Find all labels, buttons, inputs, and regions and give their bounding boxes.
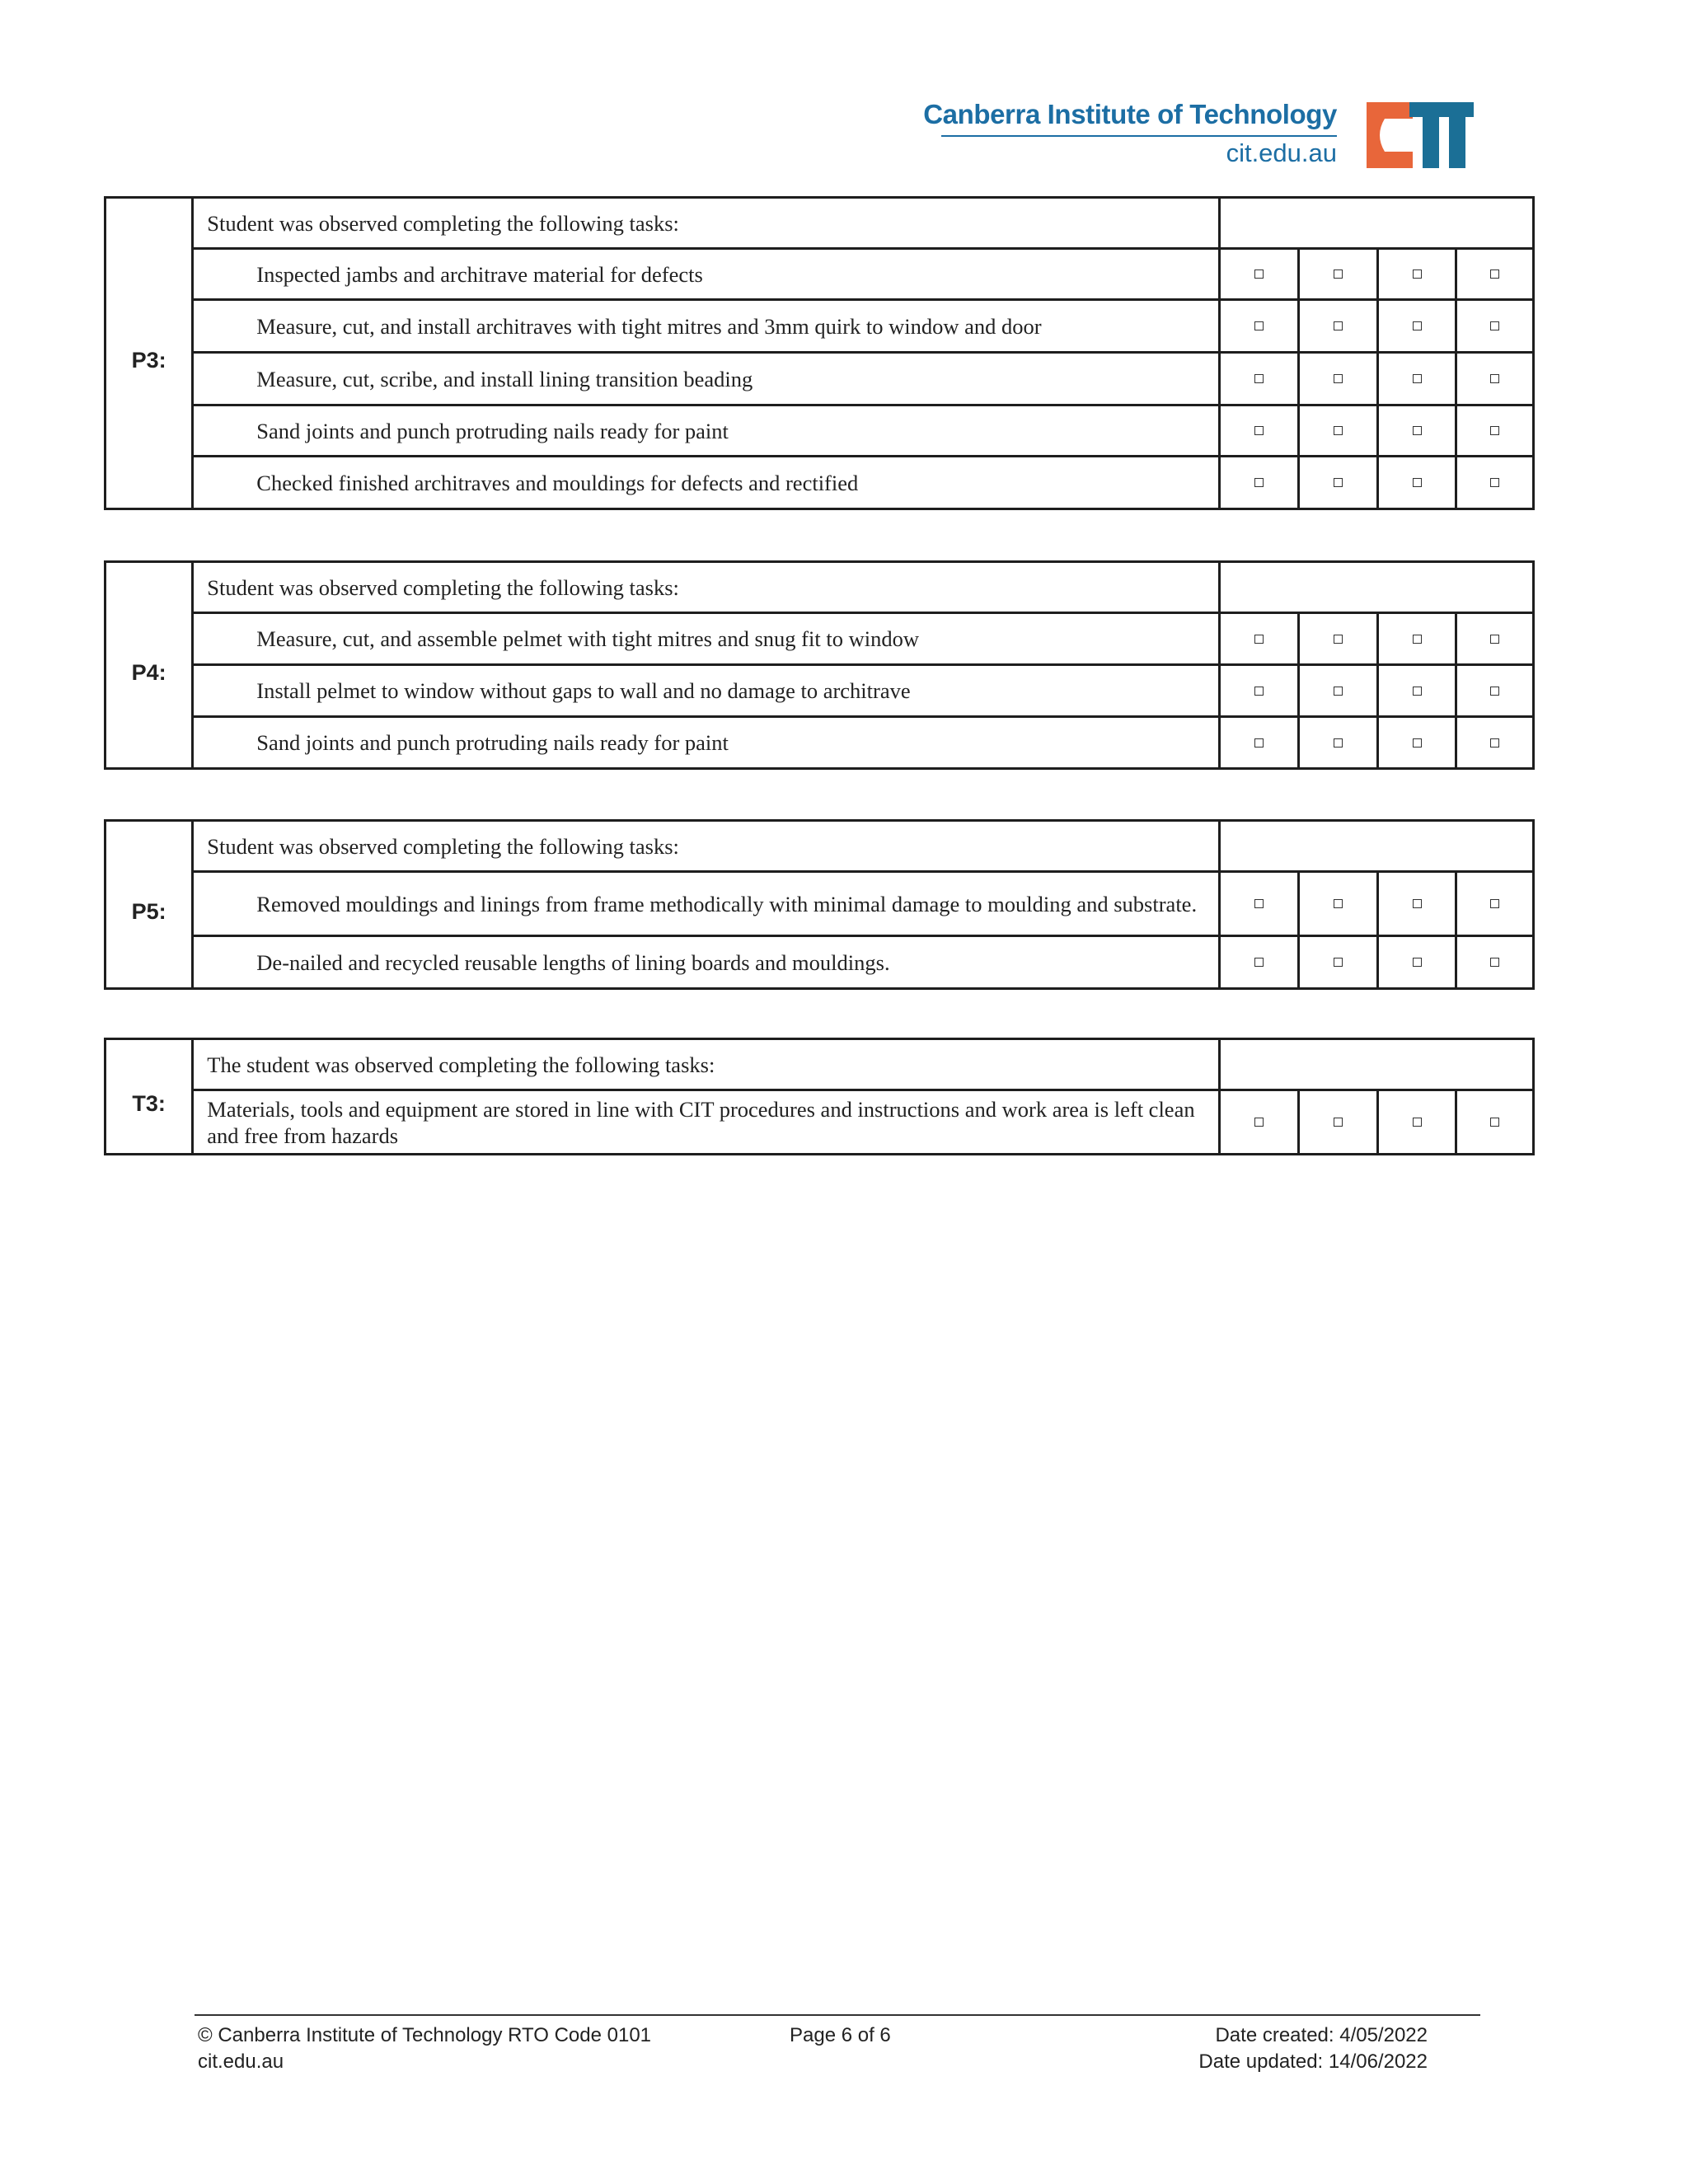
- task-text: Sand joints and punch protruding nails ready for paint: [193, 405, 1220, 457]
- table-row: [106, 1090, 1534, 1155]
- table-row: [106, 353, 1534, 405]
- section-code: P3:: [106, 198, 193, 509]
- table-row: [106, 300, 1534, 353]
- task-text: Removed mouldings and linings from frame methodically with minimal damage to moulding and substrate.: [193, 872, 1220, 936]
- rating-checkbox[interactable]: [1219, 665, 1298, 717]
- cit-logo-icon: [1360, 99, 1475, 171]
- footer-date-created: Date created: 4/05/2022: [1215, 2024, 1428, 2046]
- table-row: [106, 872, 1534, 936]
- footer-rule: [195, 2014, 1480, 2016]
- rating-checkbox[interactable]: [1299, 1090, 1378, 1155]
- rating-checkbox[interactable]: [1456, 249, 1533, 300]
- task-text: Measure, cut, scribe, and install lining transition beading: [193, 353, 1220, 405]
- header-blank-cell: [1219, 1039, 1533, 1090]
- rating-checkbox[interactable]: [1219, 405, 1298, 457]
- rating-checkbox[interactable]: [1219, 457, 1298, 509]
- section-code: P4:: [106, 562, 193, 769]
- task-text: Measure, cut, and assemble pelmet with tight mitres and snug fit to window: [193, 613, 1220, 665]
- rating-checkbox[interactable]: [1378, 936, 1456, 989]
- rating-checkbox[interactable]: [1219, 613, 1298, 665]
- rating-checkbox[interactable]: [1378, 1090, 1456, 1155]
- table-row: [106, 665, 1534, 717]
- header-blank-cell: [1219, 198, 1533, 249]
- footer-date-updated: Date updated: 14/06/2022: [1198, 2050, 1428, 2073]
- section-code: P5:: [106, 821, 193, 989]
- header-blank-cell: [1219, 821, 1533, 872]
- rating-checkbox[interactable]: [1378, 613, 1456, 665]
- task-text: Sand joints and punch protruding nails ready for paint: [193, 717, 1220, 769]
- rating-checkbox[interactable]: [1299, 353, 1378, 405]
- rating-checkbox[interactable]: [1299, 457, 1378, 509]
- rating-checkbox[interactable]: [1378, 300, 1456, 353]
- rating-checkbox[interactable]: [1456, 1090, 1533, 1155]
- rating-checkbox[interactable]: [1378, 717, 1456, 769]
- task-text: Materials, tools and equipment are stored in line with CIT procedures and instructions and work area is left clean and free from hazards: [193, 1090, 1220, 1155]
- table-row: [106, 613, 1534, 665]
- task-text: Inspected jambs and architrave material for defects: [193, 249, 1220, 300]
- rating-checkbox[interactable]: [1299, 613, 1378, 665]
- rating-checkbox[interactable]: [1219, 249, 1298, 300]
- brand-name: Canberra Institute of Technology: [923, 99, 1337, 129]
- rating-checkbox[interactable]: [1299, 936, 1378, 989]
- rating-checkbox[interactable]: [1378, 457, 1456, 509]
- rating-checkbox[interactable]: [1456, 665, 1533, 717]
- rating-checkbox[interactable]: [1378, 405, 1456, 457]
- section-code: T3:: [106, 1039, 193, 1155]
- footer-site: cit.edu.au: [198, 2050, 284, 2073]
- rating-checkbox[interactable]: [1219, 353, 1298, 405]
- table-row: [106, 405, 1534, 457]
- rating-checkbox[interactable]: [1378, 353, 1456, 405]
- section-intro: Student was observed completing the following tasks:: [193, 821, 1220, 872]
- rating-checkbox[interactable]: [1456, 936, 1533, 989]
- rating-checkbox[interactable]: [1456, 872, 1533, 936]
- section-intro: The student was observed completing the following tasks:: [193, 1039, 1220, 1090]
- rating-checkbox[interactable]: [1456, 405, 1533, 457]
- task-text: Install pelmet to window without gaps to wall and no damage to architrave: [193, 665, 1220, 717]
- section-p3: [104, 196, 1535, 510]
- rating-checkbox[interactable]: [1456, 457, 1533, 509]
- footer-copyright: © Canberra Institute of Technology RTO Code 0101: [198, 2024, 652, 2046]
- task-text: Measure, cut, and install architraves with tight mitres and 3mm quirk to window and door: [193, 300, 1220, 353]
- rating-checkbox[interactable]: [1456, 613, 1533, 665]
- rating-checkbox[interactable]: [1299, 300, 1378, 353]
- rating-checkbox[interactable]: [1299, 665, 1378, 717]
- rating-checkbox[interactable]: [1219, 717, 1298, 769]
- rating-checkbox[interactable]: [1219, 300, 1298, 353]
- rating-checkbox[interactable]: [1456, 353, 1533, 405]
- rating-checkbox[interactable]: [1299, 249, 1378, 300]
- section-p5: [104, 819, 1535, 990]
- rating-checkbox[interactable]: [1219, 872, 1298, 936]
- section-intro: Student was observed completing the following tasks:: [193, 198, 1220, 249]
- table-row: [106, 457, 1534, 509]
- section-intro: Student was observed completing the following tasks:: [193, 562, 1220, 613]
- rating-checkbox[interactable]: [1219, 1090, 1298, 1155]
- page-header: [923, 92, 1475, 183]
- task-text: Checked finished architraves and mouldings for defects and rectified: [193, 457, 1220, 509]
- rating-checkbox[interactable]: [1299, 872, 1378, 936]
- rating-checkbox[interactable]: [1378, 249, 1456, 300]
- rating-checkbox[interactable]: [1299, 405, 1378, 457]
- footer-page-number: Page 6 of 6: [790, 2024, 891, 2046]
- rating-checkbox[interactable]: [1456, 300, 1533, 353]
- rating-checkbox[interactable]: [1378, 872, 1456, 936]
- section-p4: [104, 560, 1535, 770]
- rating-checkbox[interactable]: [1378, 665, 1456, 717]
- header-blank-cell: [1219, 562, 1533, 613]
- table-row: [106, 249, 1534, 300]
- task-text: De-nailed and recycled reusable lengths of lining boards and mouldings.: [193, 936, 1220, 989]
- brand-rule: [941, 135, 1337, 137]
- rating-checkbox[interactable]: [1219, 936, 1298, 989]
- section-t3: [104, 1038, 1535, 1155]
- table-row: [106, 936, 1534, 989]
- brand-url: cit.edu.au: [1226, 138, 1337, 167]
- table-row: [106, 717, 1534, 769]
- rating-checkbox[interactable]: [1456, 717, 1533, 769]
- rating-checkbox[interactable]: [1299, 717, 1378, 769]
